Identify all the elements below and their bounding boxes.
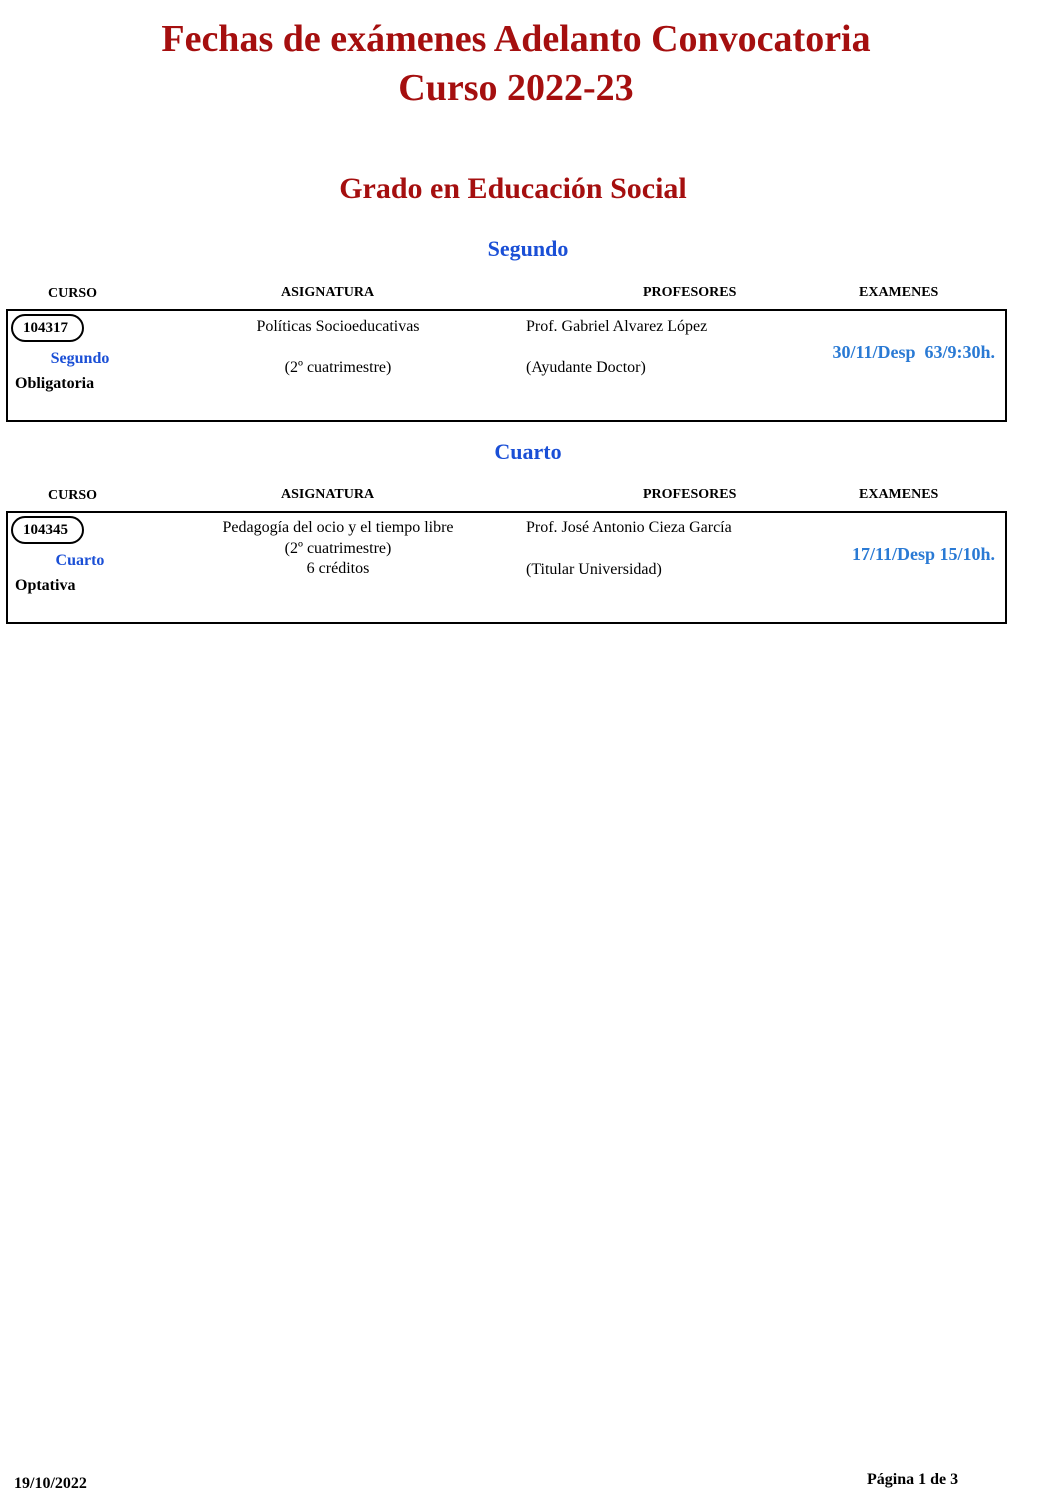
professor-role: (Ayudante Doctor) — [526, 359, 646, 376]
column-header-asignatura: ASIGNATURA — [281, 487, 375, 502]
subject-name: Políticas Socioeducativas — [256, 318, 420, 335]
column-header-profesores: PROFESORES — [643, 285, 737, 300]
course-level: Cuarto — [55, 552, 105, 569]
column-header-examenes: EXAMENES — [859, 285, 939, 300]
course-type: Obligatoria — [15, 375, 95, 392]
column-header-profesores: PROFESORES — [643, 487, 737, 502]
course-code-badge: 104345 — [11, 516, 84, 544]
degree-title: Grado en Educación Social — [339, 172, 687, 205]
course-type: Optativa — [15, 577, 76, 594]
course-level: Segundo — [50, 350, 110, 367]
section-heading-segundo: Segundo — [487, 236, 569, 261]
professor-name: Prof. José Antonio Cieza García — [526, 519, 732, 536]
document-title-line-2: Curso 2022-23 — [398, 67, 634, 109]
column-header-asignatura: ASIGNATURA — [281, 285, 375, 300]
column-header-curso: CURSO — [48, 286, 98, 301]
footer-page-number: Página 1 de 3 — [867, 1471, 959, 1488]
section-heading-cuarto: Cuarto — [494, 439, 562, 464]
column-header-curso: CURSO — [48, 488, 98, 503]
document-title-line-1: Fechas de exámenes Adelanto Convocatoria — [161, 18, 871, 60]
column-header-examenes: EXAMENES — [859, 487, 939, 502]
subject-credits: 6 créditos — [306, 560, 370, 577]
exam-row — [6, 309, 1007, 422]
course-code-badge: 104317 — [11, 314, 84, 342]
exam-row — [6, 511, 1007, 624]
footer-date: 19/10/2022 — [14, 1475, 87, 1492]
subject-term: (2º cuatrimestre) — [284, 540, 392, 557]
exam-date-location: 17/11/Desp 15/10h. — [851, 544, 995, 564]
subject-term: (2º cuatrimestre) — [284, 359, 392, 376]
professor-name: Prof. Gabriel Alvarez López — [526, 318, 708, 335]
exam-date-location: 30/11/Desp 63/9:30h. — [832, 342, 995, 362]
professor-role: (Titular Universidad) — [526, 561, 662, 578]
subject-name: Pedagogía del ocio y el tiempo libre — [222, 519, 454, 536]
